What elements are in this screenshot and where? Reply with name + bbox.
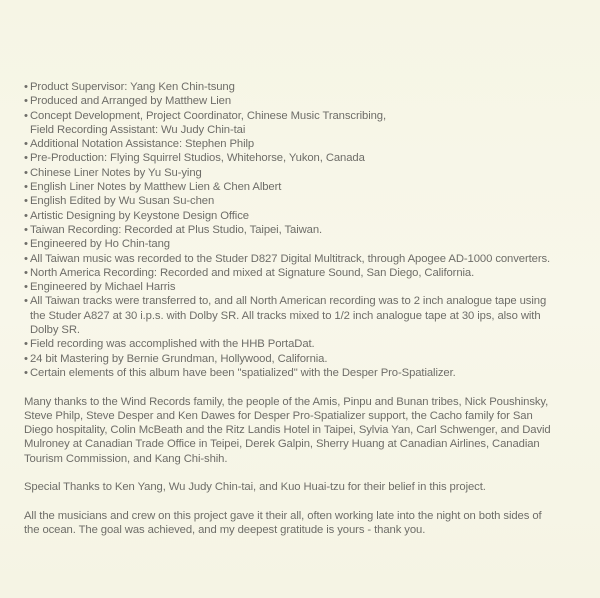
paragraph [24, 509, 594, 538]
credit-item [24, 280, 594, 294]
bullet-icon: • [24, 95, 28, 108]
credit-line: Field recording was accomplished with the HHB PortaDat. [30, 338, 315, 351]
acknowledgements [24, 395, 594, 538]
bullet-icon: • [24, 138, 28, 151]
credit-line: Field Recording Assistant: Wu Judy Chin-tai [30, 123, 246, 136]
bullet-icon: • [24, 223, 28, 236]
credit-line: Engineered by Ho Chin-tang [30, 238, 170, 251]
bullet-icon: • [24, 181, 28, 194]
credit-line: Certain elements of this album have been "spatialized" with the Desper Pro-Spatializer. [30, 366, 456, 379]
credit-line: Pre-Production: Flying Squirrel Studios, Whitehorse, Yukon, Canada [30, 152, 365, 165]
paragraph-line: the ocean. The goal was achieved, and my deepest gratitude is yours - thank you. [24, 524, 426, 537]
credit-line: Produced and Arranged by Matthew Lien [30, 95, 232, 108]
credits-list [24, 80, 594, 380]
bullet-icon: • [24, 366, 28, 379]
credit-line: Concept Development, Project Coordinator, Chinese Music Transcribing, [30, 109, 387, 122]
credit-line: All Taiwan music was recorded to the Studer D827 Digital Multitrack, through Apogee AD-1000 converters. [30, 252, 551, 265]
credit-line: Dolby SR. [30, 324, 80, 337]
credit-line: Taiwan Recording: Recorded at Plus Studio, Taipei, Taiwan. [30, 223, 323, 236]
credit-line: North America Recording: Recorded and mixed at Signature Sound, San Diego, California. [30, 266, 475, 279]
credit-item [24, 94, 594, 108]
credit-item [24, 352, 594, 366]
bullet-icon: • [24, 338, 28, 351]
credit-item [24, 180, 594, 194]
paragraph-line: All the musicians and crew on this project gave it their all, often working late into the night on both sides of [24, 509, 542, 522]
bullet-icon: • [24, 195, 28, 208]
paragraph [24, 480, 594, 494]
paragraph [24, 395, 594, 466]
paragraph-line: Mulroney at Canadian Trade Office in Teipei, Derek Galpin, Sherry Huang at Canadian Airlines, Canadian [24, 438, 540, 451]
bullet-icon: • [24, 352, 28, 365]
credit-line: Engineered by Michael Harris [30, 281, 176, 294]
credit-line: Artistic Designing by Keystone Design Office [30, 209, 249, 222]
credit-item [24, 209, 594, 223]
credit-item [24, 252, 594, 266]
credit-item [24, 337, 594, 351]
credit-item [24, 194, 594, 208]
bullet-icon: • [24, 81, 28, 93]
credit-line: Chinese Liner Notes by Yu Su-ying [30, 166, 202, 179]
bullet-icon: • [24, 295, 28, 308]
credit-item [24, 80, 594, 94]
credit-item [24, 294, 594, 337]
bullet-icon: • [24, 281, 28, 294]
liner-notes-content [24, 80, 594, 538]
credit-item [24, 151, 594, 165]
bullet-icon: • [24, 266, 28, 279]
credit-item [24, 366, 594, 380]
credit-line: Additional Notation Assistance: Stephen Philp [30, 138, 255, 151]
credit-item [24, 109, 594, 138]
credit-line: the Studer A827 at 30 i.p.s. with Dolby SR. All tracks mixed to 1/2 inch analogue tape at 30 ips, also with [30, 309, 541, 322]
bullet-icon: • [24, 209, 28, 222]
credit-item [24, 223, 594, 237]
bullet-icon: • [24, 252, 28, 265]
paragraph-line: Tourism Commission, and Kang Chi-shih. [24, 452, 228, 465]
credit-line: English Edited by Wu Susan Su-chen [30, 195, 215, 208]
credit-item [24, 137, 594, 151]
credit-item [24, 166, 594, 180]
credit-item [24, 237, 594, 251]
bullet-icon: • [24, 109, 28, 122]
credit-line: All Taiwan tracks were transferred to, and all North American recording was to 2 inch analogue tape using [30, 295, 547, 308]
paragraph-line: Diego hospitality, Colin McBeath and the Ritz Landis Hotel in Taipei, Sylvia Yan, Carl Schwenger, and David [24, 424, 551, 437]
bullet-icon: • [24, 166, 28, 179]
credit-line: Product Supervisor: Yang Ken Chin-tsung [30, 81, 235, 93]
bullet-icon: • [24, 238, 28, 251]
bullet-icon: • [24, 152, 28, 165]
credit-line: English Liner Notes by Matthew Lien & Chen Albert [30, 181, 282, 194]
paragraph-line: Special Thanks to Ken Yang, Wu Judy Chin-tai, and Kuo Huai-tzu for their belief in this project. [24, 481, 486, 494]
paragraph-line: Steve Philp, Steve Desper and Ken Dawes for Desper Pro-Spatializer support, the Cacho family for San [24, 409, 533, 422]
credit-line: 24 bit Mastering by Bernie Grundman, Hollywood, California. [30, 352, 328, 365]
paragraph-line: Many thanks to the Wind Records family, the people of the Amis, Pinpu and Bunan tribes, Nick Poushinsky, [24, 395, 549, 408]
credit-item [24, 266, 594, 280]
